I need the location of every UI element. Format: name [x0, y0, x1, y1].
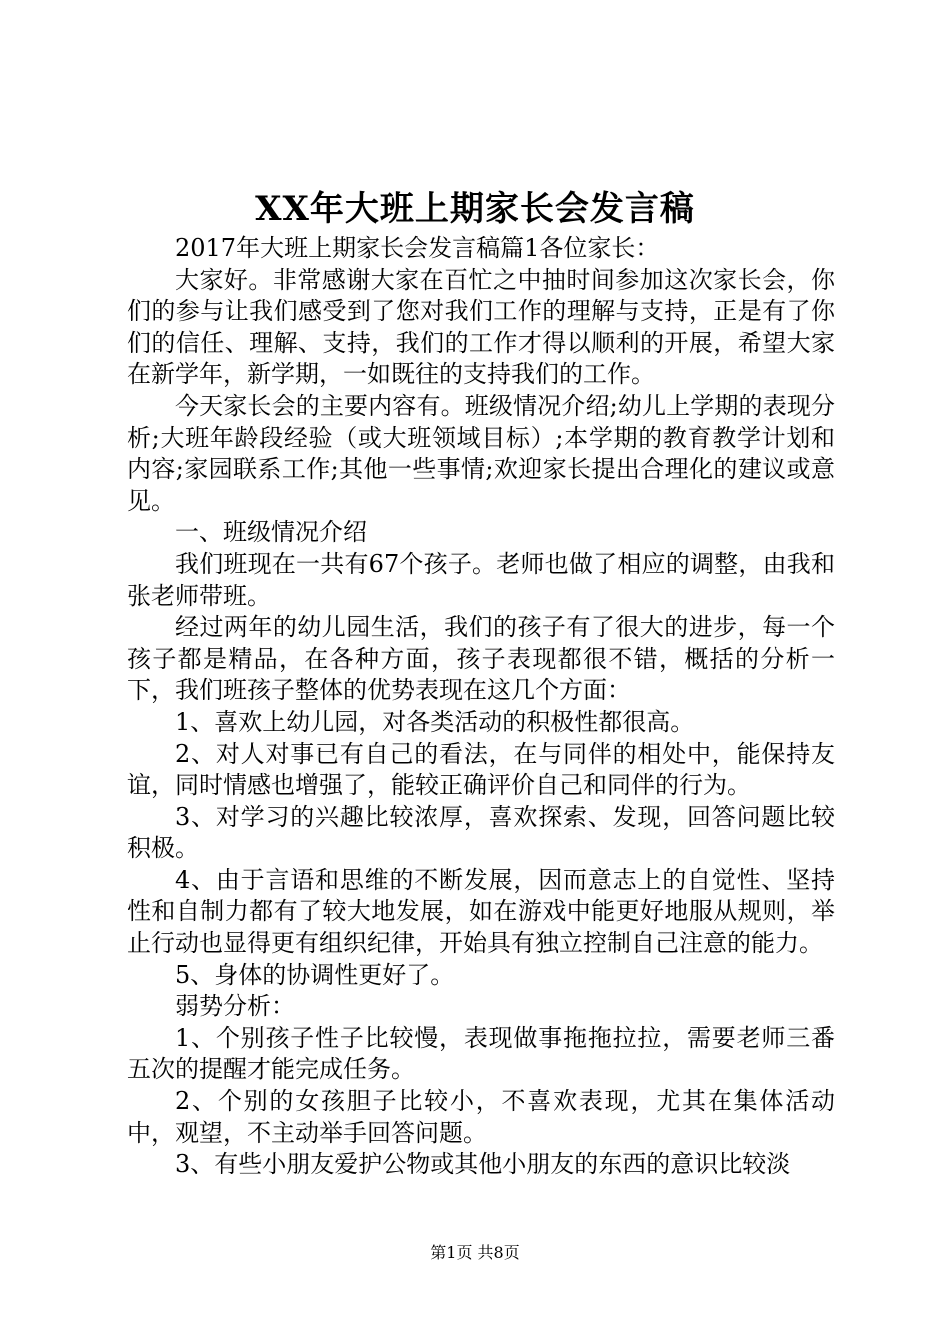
page-number-footer: 第1页 共8页 — [430, 1243, 520, 1262]
list-item: 2、个别的女孩胆子比较小，不喜欢表现，尤其在集体活动中，观望，不主动举手回答问题。 — [127, 1087, 835, 1147]
document-title: XX年大班上期家长会发言稿 — [255, 189, 695, 229]
document-body — [127, 233, 835, 1181]
paragraph: 2017年大班上期家长会发言稿篇1各位家长： — [175, 234, 660, 262]
list-item: 3、有些小朋友爱护公物或其他小朋友的东西的意识比较淡 — [175, 1150, 791, 1179]
paragraph: 今天家长会的主要内容有。班级情况介绍;幼儿上学期的表现分析;大班年龄段经验（或大班领域目标）;本学期的教育教学计划和内容;家园联系工作;其他一些事情;欢迎家长提出合理化的建议或意见。 — [127, 391, 835, 515]
paragraph: 我们班现在一共有67个孩子。老师也做了相应的调整，由我和张老师带班。 — [127, 549, 835, 610]
list-item: 2、对人对事已有自己的看法，在与同伴的相处中，能保持友谊，同时情感也增强了，能较正确评价自己和同伴的行为。 — [127, 739, 835, 800]
list-item: 1、喜欢上幼儿园，对各类活动的积极性都很高。 — [175, 707, 695, 736]
paragraph: 大家好。非常感谢大家在百忙之中抽时间参加这次家长会，你们的参与让我们感受到了您对我们工作的理解与支持，正是有了你们的信任、理解、支持，我们的工作才得以顺利的开展，希望大家在新学年，新学期，一如既往的支持我们的工作。 — [127, 265, 835, 389]
paragraph: 经过两年的幼儿园生活，我们的孩子有了很大的进步，每一个孩子都是精品，在各种方面，孩子表现都很不错，概括的分析一下，我们班孩子整体的优势表现在这几个方面： — [127, 613, 835, 705]
list-item: 5、身体的协调性更好了。 — [175, 960, 455, 989]
section-heading: 一、班级情况介绍 — [175, 518, 367, 547]
list-item: 1、个别孩子性子比较慢，表现做事拖拖拉拉，需要老师三番五次的提醒才能完成任务。 — [127, 1023, 835, 1084]
list-item: 3、对学习的兴趣比较浓厚，喜欢探索、发现，回答问题比较积极。 — [127, 802, 835, 863]
section-heading: 弱势分析： — [175, 992, 295, 1021]
list-item: 4、由于言语和思维的不断发展，因而意志上的自觉性、坚持性和自制力都有了较大地发展，如在游戏中能更好地服从规则，举止行动也显得更有组织纪律，开始具有独立控制自己注意的能力。 — [127, 865, 835, 958]
